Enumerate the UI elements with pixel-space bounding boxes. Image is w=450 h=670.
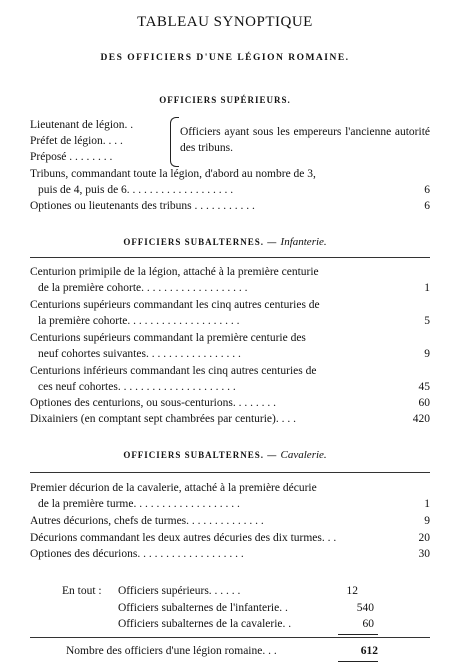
total-en-tout: En tout : bbox=[62, 585, 102, 597]
row-text: neuf cohortes suivantes. . . . . . . . . . . . . . . . . bbox=[38, 348, 241, 360]
rank-prepose: Préposé . . . . . . . . bbox=[30, 151, 113, 163]
row-centurions-inf-line2 bbox=[38, 379, 430, 395]
row-text: Optiones des décurions. . . . . . . . . . . . . . . . . . . bbox=[30, 548, 244, 560]
row-text: Dixainiers (en comptant sept chambrées par centurie). . . . bbox=[30, 413, 296, 425]
row-count: 6 bbox=[424, 200, 430, 212]
section-heading-label: OFFICIERS SUBALTERNES. — bbox=[123, 450, 278, 460]
rank-prefet: Préfet de légion. . . . bbox=[30, 135, 123, 147]
row-primipile-line2 bbox=[38, 280, 430, 296]
row-count: 1 bbox=[424, 498, 430, 510]
section-heading-infanterie bbox=[0, 236, 450, 248]
row-text: Premier décurion de la cavalerie, attaché à la première décurie bbox=[30, 482, 317, 494]
total-legion-count: 612 bbox=[360, 645, 378, 657]
total-infanterie-label: Officiers subalternes de l'infanterie. . bbox=[118, 602, 288, 614]
row-premier-decurion-line1 bbox=[30, 480, 430, 496]
row-text: Centurion primipile de la légion, attaché à la première centurie bbox=[30, 266, 319, 278]
row-count: 30 bbox=[418, 548, 430, 560]
row-count: 6 bbox=[424, 184, 430, 196]
row-text: Tribuns, commandant toute la légion, d'abord au nombre de 3, bbox=[30, 168, 316, 180]
section-heading-italic: Infanterie. bbox=[280, 236, 327, 248]
row-centurions-inf-line1 bbox=[30, 363, 430, 379]
row-text: ces neuf cohortes. . . . . . . . . . . . . . . . . . . . . bbox=[38, 381, 236, 393]
row-count: 420 bbox=[412, 413, 430, 425]
row-count: 9 bbox=[424, 348, 430, 360]
row-tribuns-line1 bbox=[30, 166, 430, 182]
divider bbox=[30, 637, 430, 638]
sum-rule bbox=[338, 661, 378, 662]
row-count: 45 bbox=[418, 381, 430, 393]
row-count: 20 bbox=[418, 532, 430, 544]
total-superieurs-label: Officiers supérieurs. . . . . . bbox=[118, 585, 241, 597]
row-text: Optiones ou lieutenants des tribuns . . . . . . . . . . . bbox=[30, 200, 255, 212]
row-text: Centurions supérieurs commandant la première centurie des bbox=[30, 332, 306, 344]
row-text: Optiones des centurions, ou sous-centurions. . . . . . . . bbox=[30, 397, 276, 409]
total-cavalerie-label: Officiers subalternes de la cavalerie. . bbox=[118, 618, 292, 630]
divider bbox=[30, 472, 430, 473]
row-tribuns-line2 bbox=[38, 182, 430, 198]
row-optiones-tribuns bbox=[30, 198, 430, 214]
row-dixainiers bbox=[30, 411, 430, 427]
row-centurions-sup1-line1 bbox=[30, 297, 430, 313]
row-text: Décurions commandant les deux autres décuries des dix turmes. . . bbox=[30, 532, 337, 544]
section-heading-cavalerie bbox=[0, 449, 450, 461]
row-centurions-sup2-line2 bbox=[38, 346, 430, 362]
rank-lieutenant: Lieutenant de légion. . bbox=[30, 119, 134, 131]
page-subtitle: DES OFFICIERS D'UNE LÉGION ROMAINE. bbox=[100, 53, 350, 63]
row-text: Autres décurions, chefs de turmes. . . . . . . . . . . . . . bbox=[30, 515, 264, 527]
page-title: TABLEAU SYNOPTIQUE bbox=[137, 14, 313, 30]
total-superieurs-count: 12 bbox=[346, 585, 358, 597]
row-text: Centurions supérieurs commandant les cinq autres centuries de bbox=[30, 299, 320, 311]
section-heading-italic: Cavalerie. bbox=[280, 449, 327, 461]
row-premier-decurion-line2 bbox=[38, 496, 430, 512]
sum-rule bbox=[338, 634, 378, 635]
row-text: puis de 4, puis de 6. . . . . . . . . . . . . . . . . . . bbox=[38, 184, 234, 196]
row-text: de la première cohorte. . . . . . . . . . . . . . . . . . . bbox=[38, 282, 248, 294]
row-count: 60 bbox=[418, 397, 430, 409]
row-primipile-line1 bbox=[30, 264, 430, 280]
row-centurions-sup2-line1 bbox=[30, 330, 430, 346]
row-count: 1 bbox=[424, 282, 430, 294]
row-optiones-centurions bbox=[30, 395, 430, 411]
row-optiones-decurions bbox=[30, 546, 430, 562]
row-text: Centurions inférieurs commandant les cinq autres centuries de bbox=[30, 365, 317, 377]
total-cavalerie-count: 60 bbox=[362, 618, 374, 630]
row-centurions-sup1-line2 bbox=[38, 313, 430, 329]
row-count: 9 bbox=[424, 515, 430, 527]
divider bbox=[30, 257, 430, 258]
total-infanterie-count: 540 bbox=[356, 602, 374, 614]
brace-note: Officiers ayant sous les empereurs l'ancienne autorité des tribuns. bbox=[180, 126, 430, 154]
row-count: 5 bbox=[424, 315, 430, 327]
row-autres-decurions bbox=[30, 513, 430, 529]
row-text: la première cohorte. . . . . . . . . . . . . . . . . . . . bbox=[38, 315, 240, 327]
brace-icon bbox=[170, 117, 179, 167]
section-heading-superieurs: OFFICIERS SUPÉRIEURS. bbox=[159, 95, 291, 105]
section-heading-label: OFFICIERS SUBALTERNES. — bbox=[123, 237, 278, 247]
row-decurions-commandant bbox=[30, 530, 430, 546]
total-legion-label: Nombre des officiers d'une légion romaine. . . bbox=[66, 645, 277, 657]
row-text: de la première turme. . . . . . . . . . . . . . . . . . . bbox=[38, 498, 240, 510]
